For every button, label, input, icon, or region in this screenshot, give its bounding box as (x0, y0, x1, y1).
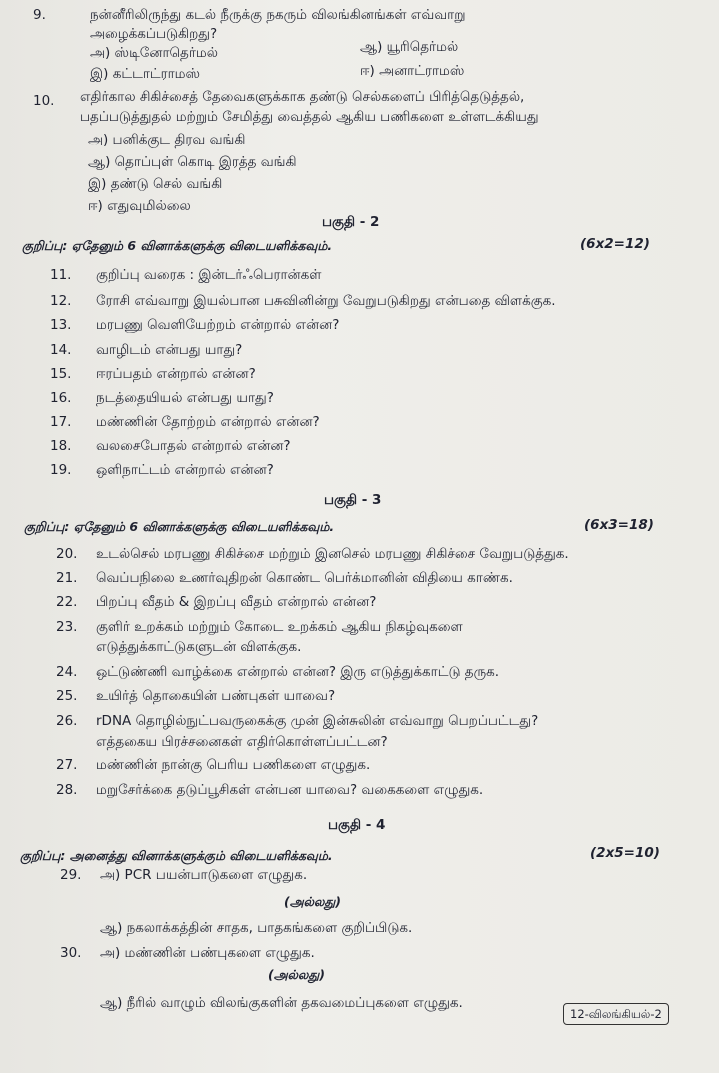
q12-text: ரோசி எவ்வாறு இயல்பான பசுவினின்று வேறுபடுகிறது என்பதை விளக்குக. (96, 293, 556, 309)
q26-text-line1: rDNA தொழில்நுட்பவருகைக்கு முன் இன்சுலின் எவ்வாறு பெறப்பட்டது? (96, 713, 539, 729)
part4-marks: (2x5=10) (590, 845, 660, 861)
q29-number: 29. (60, 867, 82, 883)
q10-option-c: இ) தண்டு செல் வங்கி (88, 176, 223, 192)
q9-option-b: ஆ) யூரிதெர்மல் (360, 39, 459, 55)
q11-number: 11. (50, 267, 72, 283)
q10-option-a: அ) பனிக்குட திரவ வங்கி (88, 132, 246, 148)
q23-number: 23. (56, 619, 78, 635)
part2-marks: (6x2=12) (580, 236, 650, 252)
q29-option-a: அ) PCR பயன்பாடுகளை எழுதுக. (100, 867, 308, 883)
q9-text-line1: நன்னீரிலிருந்து கடல் நீருக்கு நகரும் விலங்கினங்கள் எவ்வாறு (90, 7, 466, 23)
q19-text: ஒளிநாட்டம் என்றால் என்ன? (96, 462, 274, 478)
q9-text-line2: அழைக்கப்படுகிறது? (90, 26, 218, 42)
q9-option-d: ஈ) அனாட்ராமஸ் (360, 63, 465, 79)
q17-number: 17. (50, 414, 72, 430)
q25-text: உயிர்த் தொகையின் பண்புகள் யாவை? (96, 688, 336, 704)
q23-text-line2: எடுத்துக்காட்டுகளுடன் விளக்குக. (96, 639, 302, 655)
part3-marks: (6x3=18) (584, 517, 654, 533)
q22-number: 22. (56, 594, 78, 610)
q30-option-a: அ) மண்ணின் பண்புகளை எழுதுக. (100, 945, 315, 961)
part3-note: குறிப்பு: ஏதேனும் 6 வினாக்களுக்கு விடையளிக்கவும். (24, 519, 335, 534)
q20-number: 20. (56, 546, 78, 562)
q28-number: 28. (56, 782, 78, 798)
q9-number: 9. (33, 7, 46, 23)
q10-text-line2: பதப்படுத்துதல் மற்றும் சேமித்து வைத்தல் ஆகிய பணிகளை உள்ளடக்கியது (80, 109, 539, 125)
q21-text: வெப்பநிலை உணர்வுதிறன் கொண்ட பெர்க்மானின் விதியை காண்க. (96, 570, 513, 586)
part4-note: குறிப்பு: அனைத்து வினாக்களுக்கும் விடையளிக்கவும். (20, 848, 333, 863)
q29-option-b: ஆ) நகலாக்கத்தின் சாதக, பாதகங்களை குறிப்பிடுக. (100, 920, 413, 936)
part2-note: குறிப்பு: ஏதேனும் 6 வினாக்களுக்கு விடையளிக்கவும். (22, 238, 333, 253)
q11-text: குறிப்பு வரைக : இன்டர்ஃபெரான்கள் (96, 267, 322, 283)
q10-option-d: ஈ) எதுவுமில்லை (88, 198, 191, 214)
q30-number: 30. (60, 945, 82, 961)
part4-title: பகுதி - 4 (328, 817, 386, 833)
q9-option-a: அ) ஸ்டினோதெர்மல் (90, 45, 218, 61)
q19-number: 19. (50, 462, 72, 478)
q16-number: 16. (50, 390, 72, 406)
q10-option-b: ஆ) தொப்புள் கொடி இரத்த வங்கி (88, 154, 297, 170)
q13-text: மரபணு வெளியேற்றம் என்றால் என்ன? (96, 317, 340, 333)
q9-option-c: இ) கட்டாட்ராமஸ் (90, 66, 201, 82)
q24-text: ஒட்டுண்ணி வாழ்க்கை என்றால் என்ன? இரு எடுத்துக்காட்டு தருக. (96, 664, 500, 680)
q27-text: மண்ணின் நான்கு பெரிய பணிகளை எழுதுக. (96, 757, 371, 773)
q27-number: 27. (56, 757, 78, 773)
page-code-label: 12-விலங்கியல்-2 (563, 1003, 669, 1025)
q18-text: வலசைபோதல் என்றால் என்ன? (96, 438, 291, 454)
q26-text-line2: எத்தகைய பிரச்சனைகள் எதிர்கொள்ளப்பட்டன? (96, 734, 388, 750)
part3-title: பகுதி - 3 (324, 492, 382, 508)
q16-text: நடத்தையியல் என்பது யாது? (96, 390, 274, 406)
q30-option-b: ஆ) நீரில் வாழும் விலங்குகளின் தகவமைப்புகளை எழுதுக. (100, 995, 463, 1011)
q15-text: ஈரப்பதம் என்றால் என்ன? (96, 366, 256, 382)
q15-number: 15. (50, 366, 72, 382)
q21-number: 21. (56, 570, 78, 586)
q26-number: 26. (56, 713, 78, 729)
q29-or-separator: (அல்லது) (284, 894, 341, 909)
q25-number: 25. (56, 688, 78, 704)
q14-text: வாழிடம் என்பது யாது? (96, 342, 243, 358)
q22-text: பிறப்பு வீதம் & இறப்பு வீதம் என்றால் என்ன? (96, 594, 377, 610)
q10-number: 10. (33, 93, 55, 109)
q30-or-separator: (அல்லது) (268, 967, 325, 982)
q14-number: 14. (50, 342, 72, 358)
q12-number: 12. (50, 293, 72, 309)
q24-number: 24. (56, 664, 78, 680)
q10-text-line1: எதிர்கால சிகிச்சைத் தேவைகளுக்காக தண்டு செல்களைப் பிரித்தெடுத்தல், (80, 89, 525, 105)
q23-text-line1: குளிர் உறக்கம் மற்றும் கோடை உறக்கம் ஆகிய நிகழ்வுகளை (96, 619, 463, 635)
q13-number: 13. (50, 317, 72, 333)
q20-text: உடல்செல் மரபணு சிகிச்சை மற்றும் இனசெல் மரபணு சிகிச்சை வேறுபடுத்துக. (96, 546, 569, 562)
q28-text: மறுசேர்க்கை தடுப்பூசிகள் என்பன யாவை? வகைகளை எழுதுக. (96, 782, 484, 798)
part2-title: பகுதி - 2 (322, 214, 380, 230)
q17-text: மண்ணின் தோற்றம் என்றால் என்ன? (96, 414, 320, 430)
q18-number: 18. (50, 438, 72, 454)
